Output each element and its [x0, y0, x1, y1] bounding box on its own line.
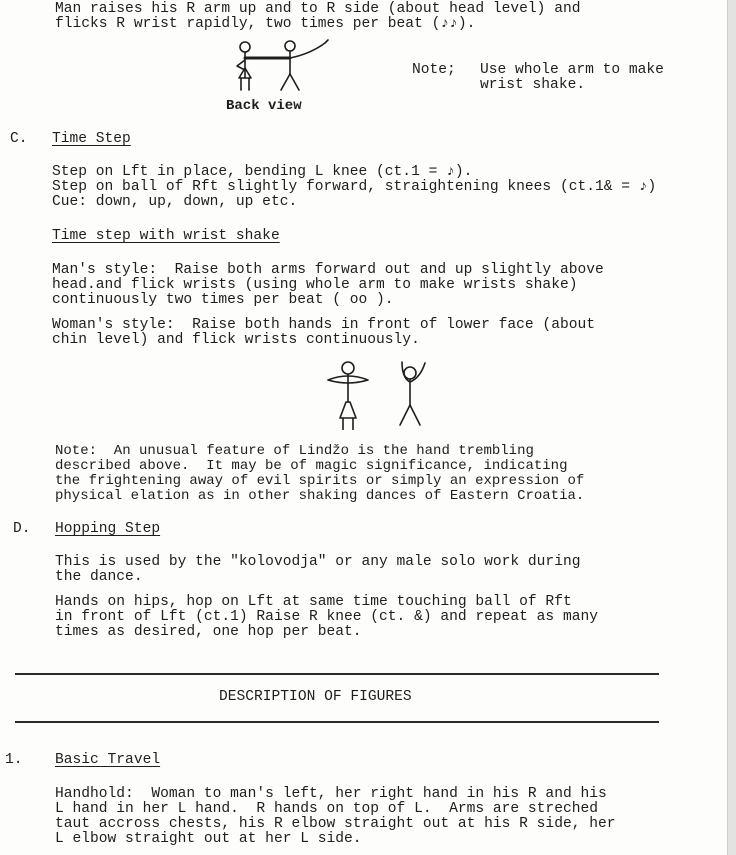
section-d-title: Hopping Step — [55, 521, 161, 537]
section-d-para1-line-1: This is used by the "kolovodja" or any male solo work during — [55, 554, 581, 570]
section-c-line-1: Step on Lft in place, bending L knee (ct.1 = ♪). — [52, 164, 473, 180]
section-c-line-3: Cue: down, up, down, up etc. — [52, 194, 298, 210]
note-para-line-1: Note: An unusual feature of Lindžo is the hand trembling — [55, 443, 534, 459]
section-c-line-2: Step on ball of Rft slightly forward, straightening knees (ct.1& = ♪) — [52, 179, 657, 195]
page-edge-scrollbar — [727, 0, 736, 855]
figure-1-line-1: Handhold: Woman to man's left, her right hand in his R and his — [55, 786, 607, 802]
woman-style-line-2: chin level) and flick wrists continuously. — [52, 332, 420, 348]
section-c-subtitle: Time step with wrist shake — [52, 228, 280, 244]
note-line-2: wrist shake. — [480, 77, 586, 93]
intro-line-1: Man raises his R arm up and to R side (about head level) and — [55, 1, 581, 17]
section-d-para1-line-2: the dance. — [55, 569, 143, 585]
note-para-line-2: described above. It may be of magic significance, indicating — [55, 458, 568, 474]
note-para-line-4: physical elation as in other shaking dances of Eastern Croatia. — [55, 488, 585, 504]
man-style-line-2: head.and flick wrists (using whole arm to make wrists shake) — [52, 277, 578, 293]
section-c-marker: C. — [10, 131, 28, 147]
figure-1-line-3: taut accross chests, his R elbow straight out at his R side, her — [55, 816, 616, 832]
dancers-figure-icon — [320, 360, 450, 430]
figure-1-marker: 1. — [5, 752, 23, 768]
figures-heading: DESCRIPTION OF FIGURES — [219, 689, 412, 705]
divider-bottom — [15, 721, 659, 723]
section-d-para2-line-3: times as desired, one hop per beat. — [55, 624, 362, 640]
figure-caption: Back view — [226, 98, 302, 114]
section-d-marker: D. — [13, 521, 31, 537]
intro-line-2: flicks R wrist rapidly, two times per beat (♪♪). — [55, 16, 476, 32]
note-label: Note; — [412, 62, 456, 78]
back-view-figure-icon — [225, 38, 335, 98]
man-style-line-3: continuously two times per beat ( oo ). — [52, 292, 394, 308]
man-style-line-1: Man's style: Raise both arms forward out and up slightly above — [52, 262, 604, 278]
note-line-1: Use whole arm to make — [480, 62, 664, 78]
note-para-line-3: the frightening away of evil spirits or simply an expression of — [55, 473, 585, 489]
section-c-title: Time Step — [52, 131, 131, 147]
figure-1-line-4: L elbow straight out at her L side. — [55, 831, 362, 847]
divider-top — [15, 673, 659, 675]
figure-1-title: Basic Travel — [55, 752, 161, 768]
woman-style-line-1: Woman's style: Raise both hands in front of lower face (about — [52, 317, 595, 333]
figure-1-line-2: L hand in her L hand. R hands on top of L. Arms are streched — [55, 801, 598, 817]
section-d-para2-line-1: Hands on hips, hop on Lft at same time touching ball of Rft — [55, 594, 572, 610]
section-d-para2-line-2: in front of Lft (ct.1) Raise R knee (ct. &) and repeat as many — [55, 609, 598, 625]
